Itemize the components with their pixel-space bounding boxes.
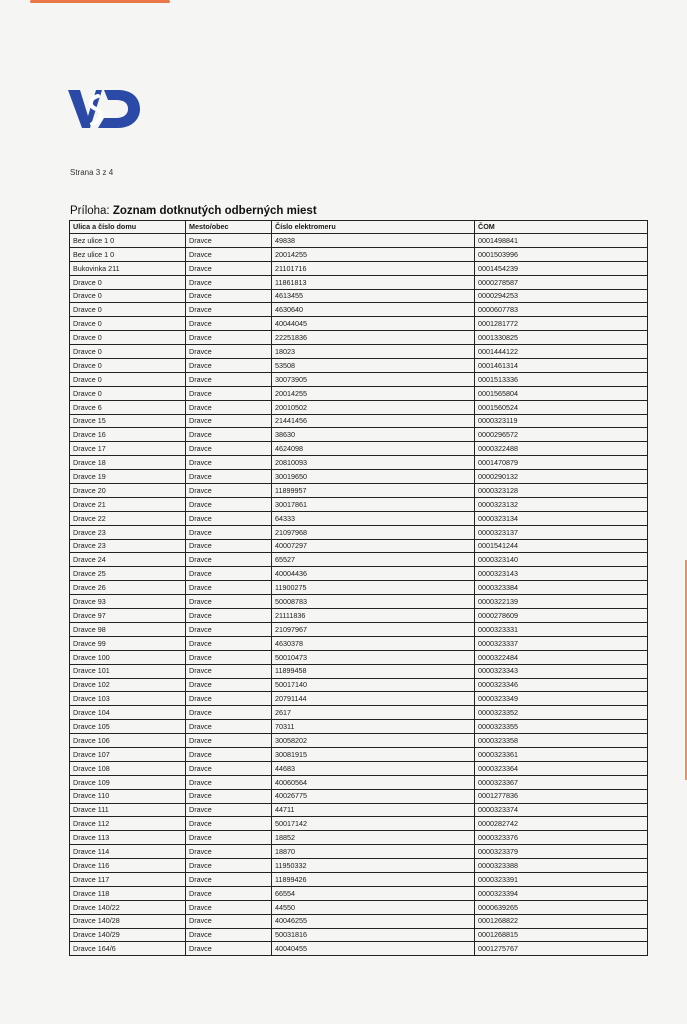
cell-city: Dravce	[186, 456, 272, 470]
table-row	[70, 247, 648, 261]
cell-city: Dravce	[186, 234, 272, 248]
cell-city: Dravce	[186, 900, 272, 914]
cell-city: Dravce	[186, 734, 272, 748]
table-row	[70, 789, 648, 803]
cell-city: Dravce	[186, 275, 272, 289]
table-row	[70, 275, 648, 289]
cell-street: Bez ulice 1 0	[70, 247, 186, 261]
table-row	[70, 692, 648, 706]
cell-street: Dravce 140/29	[70, 928, 186, 942]
cell-street: Dravce 19	[70, 470, 186, 484]
table-row	[70, 553, 648, 567]
cell-street: Bez ulice 1 0	[70, 234, 186, 248]
cell-street: Dravce 20	[70, 484, 186, 498]
cell-street: Dravce 23	[70, 525, 186, 539]
cell-com: 0000322139	[475, 595, 648, 609]
table-row	[70, 331, 648, 345]
cell-street: Dravce 0	[70, 372, 186, 386]
table-row	[70, 845, 648, 859]
cell-city: Dravce	[186, 761, 272, 775]
cell-com: 0000323132	[475, 497, 648, 511]
table-row	[70, 650, 648, 664]
table-row	[70, 539, 648, 553]
cell-meter-number: 40044045	[272, 317, 475, 331]
cell-com: 0000323128	[475, 484, 648, 498]
cell-street: Dravce 0	[70, 317, 186, 331]
cell-meter-number: 21097967	[272, 622, 475, 636]
cell-com: 0000323140	[475, 553, 648, 567]
cell-city: Dravce	[186, 678, 272, 692]
cell-city: Dravce	[186, 859, 272, 873]
cell-street: Dravce 108	[70, 761, 186, 775]
cell-meter-number: 20014255	[272, 386, 475, 400]
cell-city: Dravce	[186, 747, 272, 761]
table-row	[70, 720, 648, 734]
table-row	[70, 497, 648, 511]
cell-meter-number: 38630	[272, 428, 475, 442]
cell-meter-number: 20014255	[272, 247, 475, 261]
cell-city: Dravce	[186, 553, 272, 567]
cell-street: Dravce 140/22	[70, 900, 186, 914]
cell-com: 0000323361	[475, 747, 648, 761]
cell-street: Dravce 103	[70, 692, 186, 706]
table-row	[70, 372, 648, 386]
cell-city: Dravce	[186, 247, 272, 261]
cell-street: Dravce 109	[70, 775, 186, 789]
cell-com: 0000322484	[475, 650, 648, 664]
cell-street: Dravce 0	[70, 359, 186, 373]
cell-street: Dravce 0	[70, 303, 186, 317]
table-row	[70, 595, 648, 609]
cell-city: Dravce	[186, 720, 272, 734]
table-row	[70, 317, 648, 331]
header-meter-number: Číslo elektromeru	[272, 221, 475, 234]
cell-com: 0000323364	[475, 761, 648, 775]
cell-city: Dravce	[186, 511, 272, 525]
cell-city: Dravce	[186, 845, 272, 859]
cell-meter-number: 21101716	[272, 261, 475, 275]
title-prefix: Príloha:	[70, 205, 113, 217]
cell-meter-number: 40040455	[272, 942, 475, 956]
cell-meter-number: 40060564	[272, 775, 475, 789]
cell-street: Dravce 0	[70, 275, 186, 289]
table-row	[70, 831, 648, 845]
table-row	[70, 442, 648, 456]
table-row	[70, 775, 648, 789]
cell-city: Dravce	[186, 539, 272, 553]
cell-meter-number: 50031816	[272, 928, 475, 942]
cell-city: Dravce	[186, 442, 272, 456]
table-row	[70, 386, 648, 400]
cell-street: Bukovinka 211	[70, 261, 186, 275]
cell-com: 0001513336	[475, 372, 648, 386]
cell-city: Dravce	[186, 359, 272, 373]
cell-city: Dravce	[186, 775, 272, 789]
cell-meter-number: 11950332	[272, 859, 475, 873]
cell-street: Dravce 0	[70, 386, 186, 400]
cell-city: Dravce	[186, 609, 272, 623]
cell-city: Dravce	[186, 872, 272, 886]
cell-meter-number: 21441456	[272, 414, 475, 428]
cell-street: Dravce 117	[70, 872, 186, 886]
cell-city: Dravce	[186, 400, 272, 414]
cell-com: 0001275767	[475, 942, 648, 956]
cell-meter-number: 2617	[272, 706, 475, 720]
cell-com: 0000323134	[475, 511, 648, 525]
cell-street: Dravce 16	[70, 428, 186, 442]
cell-com: 0000323352	[475, 706, 648, 720]
cell-city: Dravce	[186, 567, 272, 581]
cell-com: 0000323376	[475, 831, 648, 845]
cell-city: Dravce	[186, 317, 272, 331]
table-row	[70, 359, 648, 373]
cell-street: Dravce 22	[70, 511, 186, 525]
table-row	[70, 234, 648, 248]
cell-street: Dravce 106	[70, 734, 186, 748]
table-body	[70, 234, 648, 956]
cell-com: 0000323349	[475, 692, 648, 706]
cell-com: 0001498841	[475, 234, 648, 248]
cell-com: 0000323119	[475, 414, 648, 428]
cell-city: Dravce	[186, 789, 272, 803]
cell-com: 0000323331	[475, 622, 648, 636]
cell-com: 0001444122	[475, 345, 648, 359]
cell-city: Dravce	[186, 803, 272, 817]
cell-meter-number: 66554	[272, 886, 475, 900]
table-row	[70, 636, 648, 650]
cell-meter-number: 18023	[272, 345, 475, 359]
table-row	[70, 511, 648, 525]
table-row	[70, 622, 648, 636]
cell-com: 0000278587	[475, 275, 648, 289]
table-row	[70, 609, 648, 623]
cell-com: 0000323143	[475, 567, 648, 581]
cell-meter-number: 53508	[272, 359, 475, 373]
cell-meter-number: 30017861	[272, 497, 475, 511]
cell-city: Dravce	[186, 470, 272, 484]
table-row	[70, 747, 648, 761]
cell-street: Dravce 104	[70, 706, 186, 720]
cell-meter-number: 50008783	[272, 595, 475, 609]
cell-city: Dravce	[186, 650, 272, 664]
table-row	[70, 761, 648, 775]
table-row	[70, 303, 648, 317]
cell-city: Dravce	[186, 414, 272, 428]
cell-com: 0000290132	[475, 470, 648, 484]
cell-street: Dravce 17	[70, 442, 186, 456]
cell-street: Dravce 101	[70, 664, 186, 678]
cell-com: 0001277836	[475, 789, 648, 803]
table-row	[70, 817, 648, 831]
cell-com: 0000323374	[475, 803, 648, 817]
cell-com: 0001330825	[475, 331, 648, 345]
cell-meter-number: 21111836	[272, 609, 475, 623]
cell-city: Dravce	[186, 331, 272, 345]
table-row	[70, 484, 648, 498]
cell-com: 0001461314	[475, 359, 648, 373]
cell-street: Dravce 25	[70, 567, 186, 581]
cell-meter-number: 11899458	[272, 664, 475, 678]
cell-com: 0000323388	[475, 859, 648, 873]
cell-city: Dravce	[186, 664, 272, 678]
table-row	[70, 470, 648, 484]
table-row	[70, 942, 648, 956]
cell-street: Dravce 140/28	[70, 914, 186, 928]
cell-com: 0000323384	[475, 581, 648, 595]
cell-city: Dravce	[186, 386, 272, 400]
cell-meter-number: 44683	[272, 761, 475, 775]
table-row	[70, 803, 648, 817]
cell-com: 0000607783	[475, 303, 648, 317]
cell-city: Dravce	[186, 831, 272, 845]
cell-com: 0000278609	[475, 609, 648, 623]
cell-com: 0001560524	[475, 400, 648, 414]
cell-com: 0001503996	[475, 247, 648, 261]
cell-meter-number: 20010502	[272, 400, 475, 414]
table-row	[70, 289, 648, 303]
cell-street: Dravce 0	[70, 345, 186, 359]
cell-street: Dravce 105	[70, 720, 186, 734]
cell-com: 0001454239	[475, 261, 648, 275]
cell-meter-number: 11899426	[272, 872, 475, 886]
cell-meter-number: 4613455	[272, 289, 475, 303]
cell-meter-number: 11861813	[272, 275, 475, 289]
cell-meter-number: 40046255	[272, 914, 475, 928]
cell-com: 0000323346	[475, 678, 648, 692]
table-row	[70, 456, 648, 470]
cell-com: 0001470879	[475, 456, 648, 470]
cell-meter-number: 30073905	[272, 372, 475, 386]
table-row	[70, 859, 648, 873]
cell-com: 0001268815	[475, 928, 648, 942]
cell-street: Dravce 102	[70, 678, 186, 692]
cell-street: Dravce 164/6	[70, 942, 186, 956]
cell-street: Dravce 21	[70, 497, 186, 511]
cell-city: Dravce	[186, 525, 272, 539]
cell-city: Dravce	[186, 886, 272, 900]
table-row	[70, 928, 648, 942]
cell-meter-number: 50017140	[272, 678, 475, 692]
table-row	[70, 428, 648, 442]
cell-com: 0001565804	[475, 386, 648, 400]
cell-meter-number: 20810093	[272, 456, 475, 470]
table-row	[70, 525, 648, 539]
cell-meter-number: 20791144	[272, 692, 475, 706]
table-row	[70, 400, 648, 414]
cell-city: Dravce	[186, 636, 272, 650]
cell-meter-number: 40026775	[272, 789, 475, 803]
cell-street: Dravce 97	[70, 609, 186, 623]
cell-com: 0000323367	[475, 775, 648, 789]
cell-street: Dravce 114	[70, 845, 186, 859]
scan-edge-mark	[30, 0, 170, 3]
cell-com: 0000323358	[475, 734, 648, 748]
cell-street: Dravce 26	[70, 581, 186, 595]
cell-city: Dravce	[186, 261, 272, 275]
cell-meter-number: 11900275	[272, 581, 475, 595]
table-row	[70, 664, 648, 678]
cell-city: Dravce	[186, 706, 272, 720]
header-city: Mesto/obec	[186, 221, 272, 234]
table-row	[70, 414, 648, 428]
cell-meter-number: 40007297	[272, 539, 475, 553]
cell-street: Dravce 0	[70, 289, 186, 303]
cell-street: Dravce 113	[70, 831, 186, 845]
cell-street: Dravce 18	[70, 456, 186, 470]
cell-street: Dravce 24	[70, 553, 186, 567]
affected-sites-table	[69, 220, 648, 956]
table-header-row	[70, 221, 648, 234]
cell-city: Dravce	[186, 581, 272, 595]
table-row	[70, 900, 648, 914]
cell-street: Dravce 107	[70, 747, 186, 761]
cell-meter-number: 30081915	[272, 747, 475, 761]
cell-meter-number: 70311	[272, 720, 475, 734]
cell-city: Dravce	[186, 942, 272, 956]
vsd-logo-icon	[68, 88, 140, 130]
cell-com: 0000323337	[475, 636, 648, 650]
cell-meter-number: 44550	[272, 900, 475, 914]
cell-street: Dravce 99	[70, 636, 186, 650]
table-row	[70, 706, 648, 720]
cell-meter-number: 4624098	[272, 442, 475, 456]
cell-street: Dravce 110	[70, 789, 186, 803]
cell-meter-number: 22251836	[272, 331, 475, 345]
cell-com: 0000282742	[475, 817, 648, 831]
cell-street: Dravce 116	[70, 859, 186, 873]
cell-street: Dravce 98	[70, 622, 186, 636]
cell-meter-number: 18870	[272, 845, 475, 859]
cell-city: Dravce	[186, 303, 272, 317]
header-com: ČOM	[475, 221, 648, 234]
cell-com: 0001541244	[475, 539, 648, 553]
cell-street: Dravce 118	[70, 886, 186, 900]
cell-meter-number: 21097968	[272, 525, 475, 539]
cell-com: 0000323355	[475, 720, 648, 734]
cell-city: Dravce	[186, 914, 272, 928]
cell-meter-number: 18852	[272, 831, 475, 845]
cell-meter-number: 64333	[272, 511, 475, 525]
table-row	[70, 261, 648, 275]
cell-city: Dravce	[186, 817, 272, 831]
cell-meter-number: 44711	[272, 803, 475, 817]
cell-street: Dravce 6	[70, 400, 186, 414]
cell-city: Dravce	[186, 692, 272, 706]
cell-com: 0000323379	[475, 845, 648, 859]
cell-com: 0001281772	[475, 317, 648, 331]
cell-city: Dravce	[186, 484, 272, 498]
cell-city: Dravce	[186, 928, 272, 942]
cell-com: 0000323394	[475, 886, 648, 900]
cell-meter-number: 49838	[272, 234, 475, 248]
cell-street: Dravce 100	[70, 650, 186, 664]
table-row	[70, 914, 648, 928]
cell-meter-number: 4630378	[272, 636, 475, 650]
cell-com: 0000323343	[475, 664, 648, 678]
table-row	[70, 678, 648, 692]
cell-meter-number: 30058202	[272, 734, 475, 748]
cell-street: Dravce 111	[70, 803, 186, 817]
page-number: Strana 3 z 4	[70, 168, 114, 177]
table-row	[70, 734, 648, 748]
cell-street: Dravce 15	[70, 414, 186, 428]
cell-street: Dravce 112	[70, 817, 186, 831]
cell-city: Dravce	[186, 497, 272, 511]
cell-street: Dravce 93	[70, 595, 186, 609]
cell-city: Dravce	[186, 372, 272, 386]
table-row	[70, 872, 648, 886]
cell-street: Dravce 23	[70, 539, 186, 553]
cell-city: Dravce	[186, 622, 272, 636]
cell-city: Dravce	[186, 345, 272, 359]
cell-meter-number: 65527	[272, 553, 475, 567]
cell-com: 0001268822	[475, 914, 648, 928]
cell-com: 0000296572	[475, 428, 648, 442]
cell-meter-number: 30019650	[272, 470, 475, 484]
cell-meter-number: 50017142	[272, 817, 475, 831]
cell-com: 0000322488	[475, 442, 648, 456]
cell-meter-number: 50010473	[272, 650, 475, 664]
header-street: Ulica a číslo domu	[70, 221, 186, 234]
table-row	[70, 886, 648, 900]
cell-city: Dravce	[186, 595, 272, 609]
title-main: Zoznam dotknutých odberných miest	[112, 205, 317, 217]
cell-com: 0000294253	[475, 289, 648, 303]
cell-city: Dravce	[186, 289, 272, 303]
cell-street: Dravce 0	[70, 331, 186, 345]
cell-com: 0000639265	[475, 900, 648, 914]
page-title	[70, 205, 317, 217]
cell-meter-number: 4630640	[272, 303, 475, 317]
cell-com: 0000323137	[475, 525, 648, 539]
cell-com: 0000323391	[475, 872, 648, 886]
cell-meter-number: 40004436	[272, 567, 475, 581]
cell-city: Dravce	[186, 428, 272, 442]
table-row	[70, 581, 648, 595]
table-row	[70, 345, 648, 359]
table-row	[70, 567, 648, 581]
cell-meter-number: 11899957	[272, 484, 475, 498]
